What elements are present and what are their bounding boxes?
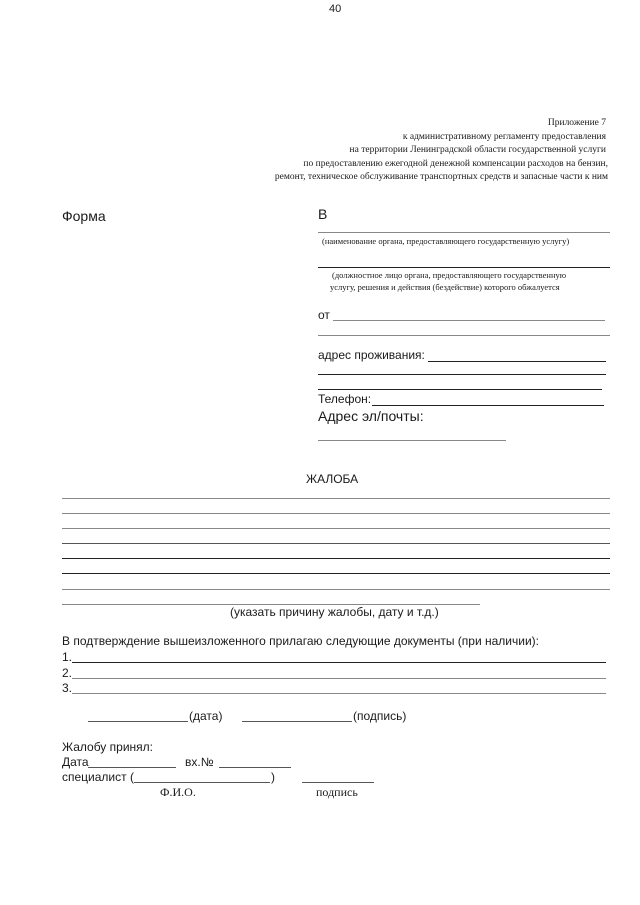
date-label: (дата)	[189, 709, 223, 723]
organ-hint: (наименование органа, предоставляющего государственную услугу)	[322, 236, 570, 246]
complaint-line[interactable]	[62, 543, 610, 544]
specialist-signature-line[interactable]	[302, 782, 374, 783]
accepted-title: Жалобу принял:	[62, 740, 153, 754]
appendix-line: ремонт, техническое обслуживание транспортных средств и запасные части к ним	[274, 172, 608, 182]
appendix-line: Приложение 7	[547, 118, 606, 128]
official-line[interactable]	[318, 267, 610, 268]
complaint-line[interactable]	[62, 498, 610, 499]
official-hint-1: (должностное лицо органа, предоставляющего государственную	[332, 270, 567, 280]
accepted-date-line[interactable]	[88, 767, 176, 768]
appendix-line: на территории Ленинградской области государственной услуги	[349, 145, 606, 155]
signature-line[interactable]	[242, 721, 352, 722]
email-line[interactable]	[318, 440, 506, 441]
appendix-line: к административному регламенту предоставления	[402, 131, 606, 142]
specialist-close-paren: )	[271, 770, 275, 784]
organ-name-line[interactable]	[318, 232, 610, 233]
accepted-signature-label: подпись	[316, 785, 358, 799]
from-line[interactable]	[333, 320, 605, 321]
document-item-number: 2.	[62, 666, 73, 680]
page-number: 40	[329, 3, 342, 15]
document-line[interactable]	[72, 662, 606, 663]
complaint-line[interactable]	[62, 558, 610, 559]
complaint-hint: (указать причину жалобы, дату и т.д.)	[230, 605, 439, 619]
phone-line[interactable]	[372, 405, 604, 406]
address-line-2[interactable]	[318, 374, 606, 375]
appendix-line: по предоставлению ежегодной денежной компенсации расходов на бензин,	[303, 158, 608, 169]
address-line-3[interactable]	[318, 389, 602, 390]
accepted-date-label: Дата	[62, 755, 89, 769]
complaint-line[interactable]	[62, 573, 610, 574]
fio-label: Ф.И.О.	[160, 785, 196, 799]
in-no-label: вх.№	[185, 755, 214, 769]
complaint-line[interactable]	[62, 589, 610, 590]
appendix-block	[275, 117, 608, 185]
from-line-2[interactable]	[318, 335, 610, 336]
address-line[interactable]	[428, 361, 606, 362]
complaint-line[interactable]	[62, 513, 610, 514]
specialist-label: специалист (	[62, 770, 134, 784]
complaint-title: ЖАЛОБА	[306, 472, 359, 486]
addressee-to-prefix: В	[318, 206, 328, 222]
official-hint-2: услугу, решения и действия (бездействие) которого обжалуется	[330, 282, 560, 292]
document-line[interactable]	[72, 693, 606, 694]
phone-label: Телефон:	[318, 392, 372, 406]
document-line[interactable]	[72, 678, 606, 679]
form-label: Форма	[62, 208, 106, 224]
specialist-line[interactable]	[134, 782, 270, 783]
address-label: адрес проживания:	[318, 348, 425, 362]
document-item-number: 1.	[62, 650, 73, 664]
signature-label: (подпись)	[353, 709, 407, 723]
complaint-line[interactable]	[62, 528, 610, 529]
from-label: от	[318, 308, 330, 322]
email-label: Адрес эл/почты:	[318, 408, 424, 424]
in-no-line[interactable]	[219, 767, 291, 768]
documents-intro: В подтверждение вышеизложенного прилагаю следующие документы (при наличии):	[62, 634, 539, 648]
document-item-number: 3.	[62, 681, 73, 695]
date-line[interactable]	[88, 721, 188, 722]
